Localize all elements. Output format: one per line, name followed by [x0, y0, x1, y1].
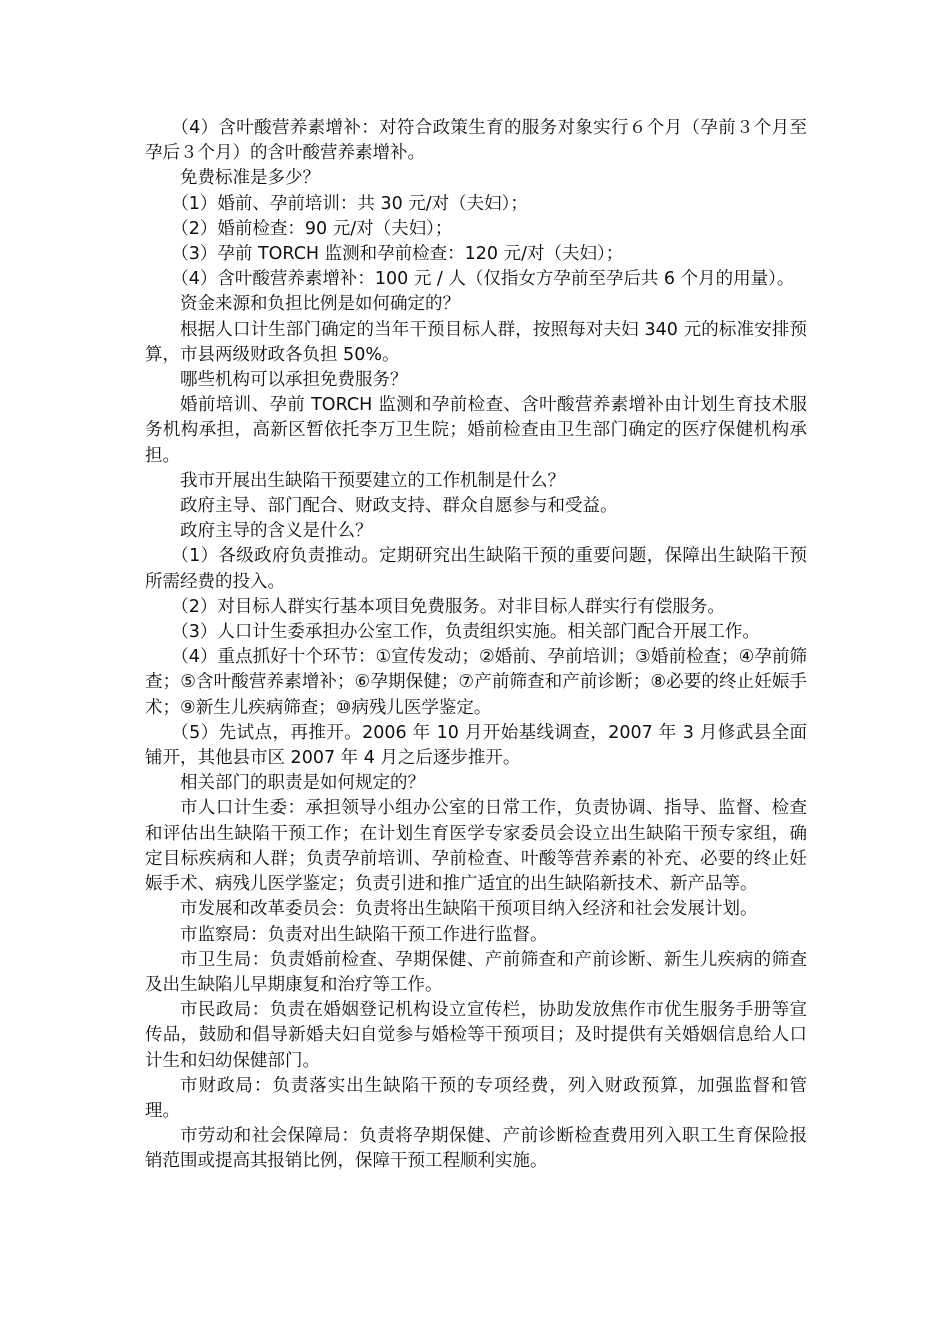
question-heading: 我市开展出生缺陷干预要建立的工作机制是什么？ [180, 470, 565, 491]
paragraph: 政府主导、部门配合、财政支持、群众自愿参与和受益。 [180, 496, 618, 517]
document-body [145, 116, 807, 1175]
question-heading: 政府主导的含义是什么？ [180, 521, 373, 542]
paragraph: 婚前培训、孕前 TORCH 监测和孕前检查、含叶酸营养素增补由计划生育技术服务机构承担，高新区暂依托李万卫生院；婚前检查由卫生部门确定的医疗保健机构承担。 [145, 395, 807, 466]
paragraph: （2）对目标人群实行基本项目免费服务。对非目标人群实行有偿服务。 [171, 596, 725, 617]
paragraph: 市卫生局：负责婚前检查、孕期保健、产前筛查和产前诊断、新生儿疾病的筛查及出生缺陷儿早期康复和治疗等工作。 [145, 949, 807, 995]
paragraph: （3）孕前 TORCH 监测和孕前检查：120 元/对（夫妇）； [171, 244, 624, 265]
paragraph: 市劳动和社会保障局：负责将孕期保健、产前诊断检查费用列入职工生育保险报销范围或提高其报销比例，保障干预工程顺利实施。 [145, 1126, 807, 1172]
paragraph: （4）重点抓好十个环节：①宣传发动；②婚前、孕前培训；③婚前检查；④孕前筛查；⑤含叶酸营养素增补；⑥孕期保健；⑦产前筛查和产前诊断；⑧必要的终止妊娠手术；⑨新生儿疾病筛查；⑩病残儿医学鉴定。 [145, 647, 807, 718]
paragraph: 市财政局：负责落实出生缺陷干预的专项经费，列入财政预算，加强监督和管理。 [145, 1075, 807, 1121]
paragraph: 市民政局：负责在婚姻登记机构设立宣传栏，协助发放焦作市优生服务手册等宣传品，鼓励和倡导新婚夫妇自觉参与婚检等干预项目；及时提供有关婚姻信息给人口计生和妇幼保健部门。 [145, 1000, 807, 1071]
question-heading: 相关部门的职责是如何规定的？ [180, 773, 425, 794]
paragraph: （5）先试点，再推开。2006 年 10 月开始基线调查，2007 年 3 月修武县全面铺开，其他县市区 2007 年 4 月之后逐步推开。 [145, 722, 807, 769]
question-heading: 免费标准是多少？ [180, 168, 320, 189]
paragraph: （3）人口计生委承担办公室工作，负责组织实施。相关部门配合开展工作。 [171, 622, 760, 643]
paragraph: 根据人口计生部门确定的当年干预目标人群，按照每对夫妇 340 元的标准安排预算，市县两级财政各负担 50%。 [145, 319, 807, 365]
paragraph: （1）婚前、孕前培训：共 30 元/对（夫妇）； [171, 193, 528, 214]
paragraph: 市人口计生委：承担领导小组办公室的日常工作，负责协调、指导、监督、检查和评估出生缺陷干预工作；在计划生育医学专家委员会设立出生缺陷干预专家组，确定目标疾病和人群；负责孕前培训、孕前检查、叶酸等营养素的补充、必要的终止妊娠手术、病残儿医学鉴定；负责引进和推广适宜的出生缺陷新技术、新产品等。 [145, 798, 807, 895]
question-heading: 资金来源和负担比例是如何确定的？ [180, 294, 460, 315]
paragraph: （1）各级政府负责推动。定期研究出生缺陷干预的重要问题，保障出生缺陷干预所需经费的投入。 [145, 546, 807, 592]
paragraph: （4）含叶酸营养素增补：100 元 / 人（仅指女方孕前至孕后共 6 个月的用量）。 [171, 269, 795, 290]
paragraph: 市监察局：负责对出生缺陷干预工作进行监督。 [180, 924, 548, 945]
question-heading: 哪些机构可以承担免费服务？ [180, 370, 408, 391]
paragraph: （4）含叶酸营养素增补：对符合政策生育的服务对象实行６个月（孕前３个月至孕后３个月）的含叶酸营养素增补。 [145, 118, 807, 164]
paragraph: （2）婚前检查：90 元/对（夫妇）； [171, 218, 453, 239]
paragraph: 市发展和改革委员会：负责将出生缺陷干预项目纳入经济和社会发展计划。 [180, 899, 758, 920]
